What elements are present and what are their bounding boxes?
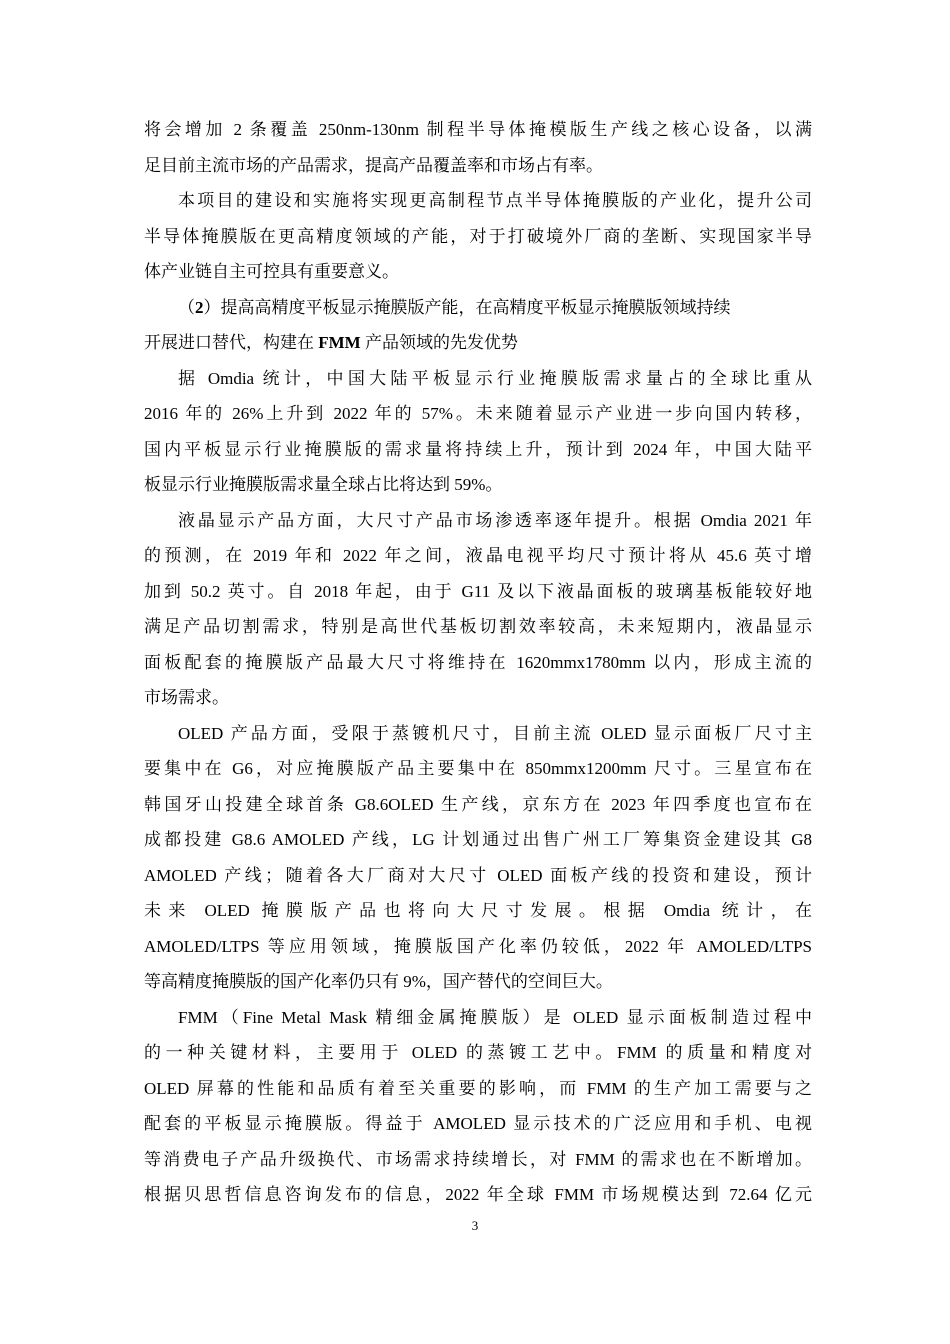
- text-line: 将会增加 2 条覆盖 250nm-130nm 制程半导体掩模版生产线之核心设备，以满: [144, 120, 812, 139]
- heading-text: 产品领域的先发优势: [360, 333, 518, 352]
- heading-text: 开展进口替代，构建在: [144, 333, 319, 352]
- page-number: 3: [471, 1218, 479, 1233]
- text-line: 的预测，在 2019 年和 2022 年之间，液晶电视平均尺寸预计将从 45.6 英寸增: [144, 546, 812, 565]
- text-line: 等消费电子产品升级换代、市场需求持续增长，对 FMM 的需求也在不断增加。: [144, 1149, 812, 1169]
- text-line: 市场需求。: [144, 688, 229, 707]
- text-line: 满足产品切割需求，特别是高世代基板切割效率较高，未来短期内，液晶显示: [144, 617, 812, 636]
- text-line: 板显示行业掩膜版需求量全球占比将达到 59%。: [144, 475, 503, 494]
- text-line: 本项目的建设和实施将实现更高制程节点半导体掩膜版的产业化，提升公司: [178, 191, 812, 210]
- text-line: AMOLED/LTPS 等应用领域，掩膜版国产化率仍较低，2022 年 AMOLED/LTPS: [144, 936, 812, 956]
- heading-text: ）提高高精度平板显示掩膜版产能，在高精度平板显示掩膜版领域持续: [203, 297, 731, 317]
- text-line: 2016 年的 26%上升到 2022 年的 57%。未来随着显示产业进一步向国内转移，: [144, 404, 812, 423]
- text-line: OLED 产品方面，受限于蒸镀机尺寸，目前主流 OLED 显示面板厂尺寸主: [178, 723, 812, 743]
- heading-number: 2: [195, 297, 204, 317]
- text-line: 配套的平板显示掩膜版。得益于 AMOLED 显示技术的广泛应用和手机、电视: [144, 1114, 812, 1133]
- text-line: 加到 50.2 英寸。自 2018 年起，由于 G11 及以下液晶面板的玻璃基板能较好地: [144, 581, 812, 601]
- text-line: 根据贝思哲信息咨询发布的信息，2022 年全球 FMM 市场规模达到 72.64 亿元: [144, 1185, 812, 1204]
- text-line: OLED 屏幕的性能和品质有着至关重要的影响，而 FMM 的生产加工需要与之: [144, 1078, 812, 1098]
- text-line: 成都投建 G8.6 AMOLED 产线，LG 计划通过出售广州工厂筹集资金建设其 G8: [144, 830, 812, 849]
- heading-open-paren: （: [178, 297, 195, 317]
- section-heading-line: [144, 290, 812, 326]
- text-line: 据 Omdia 统计，中国大陆平板显示行业掩膜版需求量占的全球比重从: [178, 368, 812, 388]
- text-line: 未来 OLED 掩膜版产品也将向大尺寸发展。根据 Omdia 统计，在: [144, 901, 812, 920]
- section-heading-line: [144, 325, 812, 361]
- text-line: 半导体掩膜版在更高精度领域的产能，对于打破境外厂商的垄断、实现国家半导: [144, 226, 812, 246]
- text-line: 面板配套的掩膜版产品最大尺寸将维持在 1620mmx1780mm 以内，形成主流的: [144, 652, 812, 672]
- heading-bold-term: FMM: [318, 333, 361, 352]
- text-line: 的一种关键材料，主要用于 OLED 的蒸镀工艺中。FMM 的质量和精度对: [144, 1043, 812, 1062]
- text-line: 要集中在 G6，对应掩膜版产品主要集中在 850mmx1200mm 尺寸。三星宣布在: [144, 759, 812, 778]
- text-line: 国内平板显示行业掩膜版的需求量将持续上升，预计到 2024 年，中国大陆平: [144, 439, 812, 459]
- text-line: 体产业链自主可控具有重要意义。: [144, 262, 399, 281]
- text-line: 韩国牙山投建全球首条 G8.6OLED 生产线，京东方在 2023 年四季度也宣布在: [144, 794, 812, 814]
- text-line: 等高精度掩膜版的国产化率仍只有 9%，国产替代的空间巨大。: [144, 972, 613, 991]
- document-body: [144, 112, 812, 1213]
- text-line: 足目前主流市场的产品需求，提高产品覆盖率和市场占有率。: [144, 155, 603, 175]
- text-line: FMM（Fine Metal Mask 精细金属掩膜版）是 OLED 显示面板制造过程中: [178, 1007, 812, 1027]
- text-line: AMOLED 产线；随着各大厂商对大尺寸 OLED 面板产线的投资和建设，预计: [144, 865, 812, 885]
- text-line: 液晶显示产品方面，大尺寸产品市场渗透率逐年提升。根据 Omdia 2021 年: [178, 510, 812, 530]
